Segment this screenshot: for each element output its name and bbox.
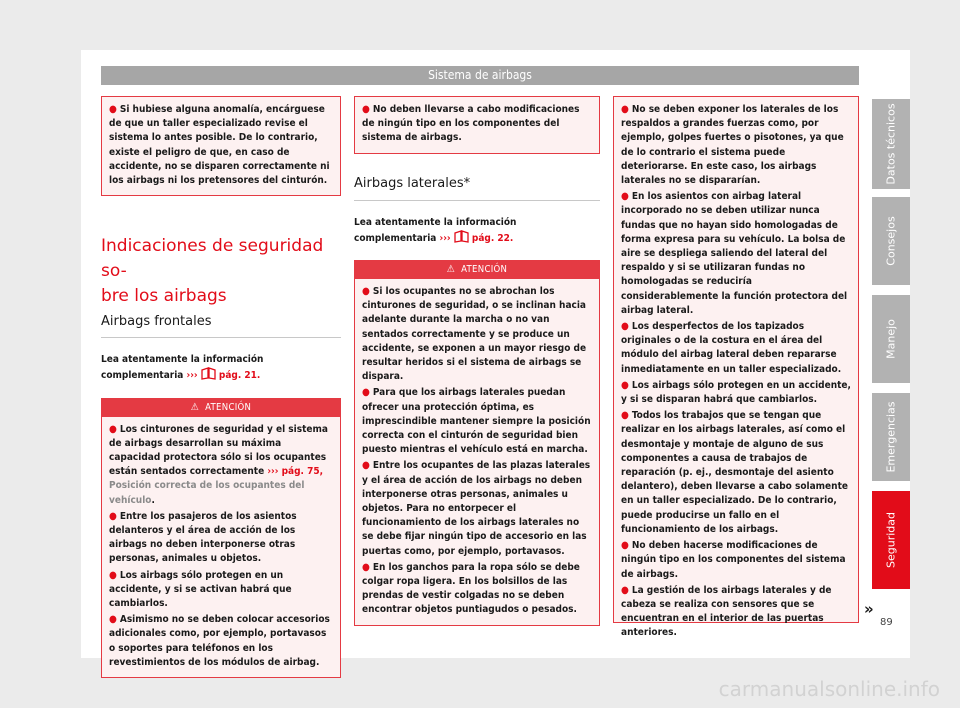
tab-consejos[interactable]: Consejos <box>872 197 910 285</box>
bullet-item: ● Los airbags sólo protegen en un accidente, y si se disparan habrá que cambiarlos. <box>621 379 851 406</box>
bullet-icon: ● <box>621 584 629 596</box>
subsection-title: Airbags laterales* <box>354 175 471 191</box>
bullet-item: ● Los cinturones de seguridad y el sistema de airbags desarrollan su máxima capacidad protectora sólo si los ocupantes están sentados correctamente ››› pág. 75, Posición correcta de los ocupantes del vehículo. <box>109 423 328 506</box>
cross-reference-title[interactable]: Posición correcta de los ocupantes del vehículo <box>109 480 305 506</box>
bullet-icon: ● <box>621 321 629 333</box>
column-middle <box>354 96 600 626</box>
bullet-icon: ● <box>362 561 370 573</box>
book-icon <box>454 230 469 243</box>
divider <box>101 337 341 338</box>
bullet-item: ● Todos los trabajos que se tengan que realizar en los airbags laterales, así como el desmontaje y montaje de alguno de sus componentes a causa de trabajos de reparación (p. ej., desmontaje del asiento delantero), deben llevarse a cabo solamente en un taller especializado. De lo contrario, puede producirse un fallo en el funcionamiento de los airbags. <box>621 410 848 535</box>
bullet-icon: ● <box>362 286 370 298</box>
bullet-icon: ● <box>621 104 629 115</box>
intro-warning-box <box>354 96 600 154</box>
bullet-icon: ● <box>621 540 629 552</box>
warning-continuation-box <box>613 96 859 639</box>
bullet-item: ● En los asientos con airbag lateral incorporado no se deben utilizar nunca fundas que no hayan sido homologadas de forma expresa para su vehículo. La bolsa de aire se despliega saliendo del lateral del respaldo y si se utilizaran fundas no homologadas se reduciría considerablemente la función protectora del airbag lateral. <box>621 191 848 316</box>
bullet-item: ● No se deben exponer los laterales de los respaldos a grandes fuerzas como, por ejemplo, golpes fuertes o pisotones, ya que de lo contrario el sistema puede deteriorarse. En este caso, los airbags laterales no se dispararían. <box>621 104 844 187</box>
bullet-item: ● La gestión de los airbags laterales y de cabeza se realiza con sensores que se encuentran en el interior de las puertas anteriores. <box>621 584 832 639</box>
continue-icon: » <box>864 600 874 618</box>
page-header: Sistema de airbags <box>101 66 859 85</box>
bullet-icon: ● <box>621 191 629 203</box>
bullet-item: ● Si hubiese alguna anomalía, encárguese de que un taller especializado revise el sistema lo antes posible. De lo contrario, existe el peligro de que, en caso de accidente, no se disparen correctamente ni los airbags ni los pretensores del cinturón. <box>109 104 330 187</box>
bullet-item: ● Los desperfectos de los tapizados originales o de la costura en el área del módulo del airbag lateral deben repararse inmediatamente en un taller especializado. <box>621 321 842 375</box>
subsection-title: Airbags frontales <box>101 314 212 330</box>
column-left <box>101 96 341 678</box>
page-link[interactable]: pág. 75, <box>278 466 324 478</box>
tab-seguridad[interactable]: Seguridad <box>872 491 910 589</box>
tab-emergencias[interactable]: Emergencias <box>872 393 910 481</box>
divider <box>354 200 600 201</box>
read-more-text: Lea atentamente la información complementaria ››› pág. 21. <box>101 354 264 382</box>
bullet-icon: ● <box>362 387 370 399</box>
read-more-text: Lea atentamente la información complementaria ››› pág. 22. <box>354 216 517 244</box>
bullet-item: ● Los airbags sólo protegen en un accidente, y si se activan habrá que cambiarlos. <box>109 569 292 610</box>
bullet-item: ● En los ganchos para la ropa sólo se debe colgar ropa ligera. En los bolsillos de las prendas de vestir colgadas no se deben encontrar objetos puntiagudos o pesados. <box>362 561 580 616</box>
warning-header: ⚠ ATENCIÓN <box>102 399 340 417</box>
bullet-item: ● Entre los pasajeros de los asientos delanteros y el área de acción de los airbags no deben interponerse otras personas, animales u objetos. <box>109 510 297 565</box>
bullet-icon: ● <box>109 614 117 626</box>
warning-icon: ⚠ <box>446 264 456 276</box>
warning-box <box>354 260 600 626</box>
tab-datos-tecnicos[interactable]: Datos técnicos <box>872 99 910 189</box>
warning-header: ⚠ ATENCIÓN <box>355 261 599 279</box>
page-number: 89 <box>880 617 893 628</box>
bullet-icon: ● <box>109 510 117 522</box>
bullet-icon: ● <box>362 460 370 472</box>
bullet-item: ● No deben llevarse a cabo modificaciones de ningún tipo en los componentes del sistema de airbags. <box>362 104 580 144</box>
bullet-icon: ● <box>362 104 370 115</box>
warning-box <box>101 398 341 678</box>
bullet-icon: ● <box>109 104 117 115</box>
bullet-item: ● Si los ocupantes no se abrochan los cinturones de seguridad, o se inclinan hacia adelante durante la marcha o no van sentados correctamente y se produce un accidente, se exponen a un mayor riesgo de resultar heridos si el sistema de airbags se dispara. <box>362 286 587 383</box>
bullet-icon: ● <box>621 379 629 391</box>
section-title: Indicaciones de seguridad so- bre los airbags <box>101 236 324 307</box>
page-link[interactable]: pág. 21. <box>218 370 261 382</box>
warning-icon: ⚠ <box>190 401 200 413</box>
page-link[interactable]: pág. 22. <box>471 232 514 244</box>
watermark: carmanualsonline.info <box>718 677 940 701</box>
bullet-icon: ● <box>109 569 117 581</box>
bullet-item: ● No deben hacerse modificaciones de ningún tipo en los componentes del sistema de airbags. <box>621 540 846 580</box>
bullet-icon: ● <box>621 410 629 422</box>
book-icon <box>201 367 216 380</box>
bullet-icon: ● <box>109 423 117 435</box>
bullet-item: ● Para que los airbags laterales puedan ofrecer una protección óptima, es imprescindible mantener siempre la posición correcta con el cinturón de seguridad bien puesto mientras el vehículo está en marcha. <box>362 387 591 456</box>
intro-warning-box <box>101 96 341 196</box>
tab-manejo[interactable]: Manejo <box>872 295 910 383</box>
column-right <box>613 96 859 639</box>
bullet-item: ● Asimismo no se deben colocar accesorios adicionales como, por ejemplo, portavasos o soportes para teléfonos en los revestimientos de los módulos de airbag. <box>109 614 330 668</box>
bullet-item: ● Entre los ocupantes de las plazas laterales y el área de acción de los airbags no deben interponerse otras personas, animales u objetos. Para no entorpecer el funcionamiento de los airbags laterales no se debe fijar ningún tipo de accesorio en las puertas como, por ejemplo, portavasos. <box>362 460 591 557</box>
